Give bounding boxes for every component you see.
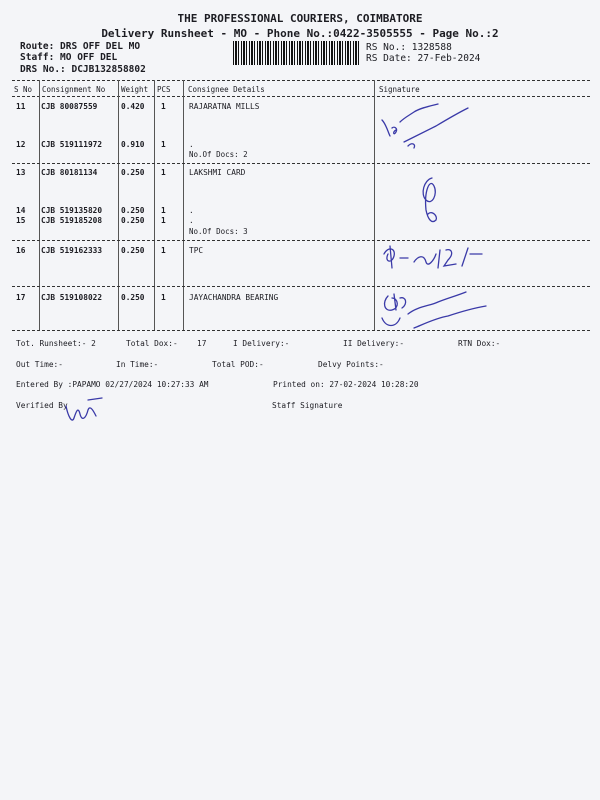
divider: [12, 240, 590, 241]
row-pcs: 1: [161, 216, 166, 225]
handwritten-signature-4: [378, 288, 498, 332]
row-consignee: .: [189, 206, 194, 215]
row-sno: 13: [16, 168, 26, 177]
row-weight: 0.250: [121, 293, 145, 302]
col-consignee: Consignee Details: [188, 85, 265, 94]
col-consignment: Consignment No: [42, 85, 106, 94]
divider: [12, 80, 590, 81]
row-docs: No.Of Docs: 2: [189, 150, 248, 159]
row-consignment: CJB 519135820: [41, 206, 103, 215]
row-sno: 15: [16, 216, 26, 225]
company-title: THE PROFESSIONAL COURIERS, COIMBATORE: [177, 12, 423, 25]
rtn-dox: RTN Dox:-: [458, 339, 501, 348]
tot-runsheet: Tot. Runsheet:- 2: [16, 339, 96, 348]
row-weight: 0.910: [121, 140, 145, 149]
ii-delivery: II Delivery:-: [343, 339, 405, 348]
row-consignee: JAYACHANDRA BEARING: [189, 293, 279, 302]
out-time: Out Time:-: [16, 360, 63, 369]
row-weight: 0.250: [121, 206, 145, 215]
route-label: Route: DRS OFF DEL MO: [20, 41, 141, 52]
in-time: In Time:-: [116, 360, 159, 369]
row-pcs: 1: [161, 140, 166, 149]
row-consignment: CJB 519111972: [41, 140, 103, 149]
divider: [12, 330, 590, 331]
handwritten-signature-3: [378, 240, 488, 274]
handwritten-signature-1: [378, 98, 478, 158]
row-docs: No.Of Docs: 3: [189, 227, 248, 236]
staff-signature-label: Staff Signature: [272, 401, 343, 410]
row-sno: 11: [16, 102, 26, 111]
divider: [12, 286, 590, 287]
row-sno: 14: [16, 206, 26, 215]
staff-label: Staff: MO OFF DEL: [20, 52, 118, 63]
row-consignment: CJB 519185208: [41, 216, 103, 225]
row-pcs: 1: [161, 206, 166, 215]
row-pcs: 1: [161, 102, 166, 111]
verified-by-signature: [58, 392, 108, 430]
col-signature: Signature: [379, 85, 420, 94]
col-weight: Weight: [121, 85, 149, 94]
row-consignee: LAKSHMI CARD: [189, 168, 246, 177]
row-sno: 12: [16, 140, 26, 149]
drs-number: DRS No.: DCJB132858802: [20, 64, 146, 75]
col-sno: S No: [14, 85, 33, 94]
divider: [12, 96, 590, 97]
i-delivery: I Delivery:-: [233, 339, 290, 348]
column-separator: [183, 80, 184, 330]
handwritten-signature-2: [410, 170, 450, 230]
row-consignee: RAJARATNA MILLS: [189, 102, 260, 111]
col-pcs: PCS: [157, 85, 171, 94]
runsheet-subtitle: Delivery Runsheet - MO - Phone No.:0422-3505555 - Page No.:2: [101, 27, 499, 40]
row-consignment: CJB 519162333: [41, 246, 103, 255]
row-sno: 16: [16, 246, 26, 255]
row-weight: 0.250: [121, 216, 145, 225]
row-sno: 17: [16, 293, 26, 302]
barcode: [233, 41, 360, 65]
divider: [12, 163, 590, 164]
column-separator: [118, 80, 119, 330]
verified-by: Verified By: [16, 401, 68, 410]
row-consignment: CJB 80181134: [41, 168, 98, 177]
rs-date: RS Date: 27-Feb-2024: [366, 53, 481, 64]
total-dox-label: Total Dox:-: [126, 339, 178, 348]
row-consignment: CJB 80087559: [41, 102, 98, 111]
row-consignee: TPC: [189, 246, 204, 255]
row-weight: 0.420: [121, 102, 145, 111]
total-pod: Total POD:-: [212, 360, 264, 369]
row-pcs: 1: [161, 168, 166, 177]
row-pcs: 1: [161, 293, 166, 302]
entered-by: Entered By :PAPAMO 02/27/2024 10:27:33 AM: [16, 380, 209, 389]
delvy-points: Delvy Points:-: [318, 360, 384, 369]
row-pcs: 1: [161, 246, 166, 255]
row-consignee: .: [189, 140, 194, 149]
row-weight: 0.250: [121, 168, 145, 177]
total-dox-value: 17: [197, 339, 207, 348]
printed-on: Printed on: 27-02-2024 10:28:20: [273, 380, 419, 389]
row-consignment: CJB 519108022: [41, 293, 103, 302]
column-separator: [154, 80, 155, 330]
column-separator: [39, 80, 40, 330]
column-separator: [374, 80, 375, 330]
row-weight: 0.250: [121, 246, 145, 255]
row-consignee: .: [189, 216, 194, 225]
rs-number: RS No.: 1328588: [366, 42, 452, 53]
